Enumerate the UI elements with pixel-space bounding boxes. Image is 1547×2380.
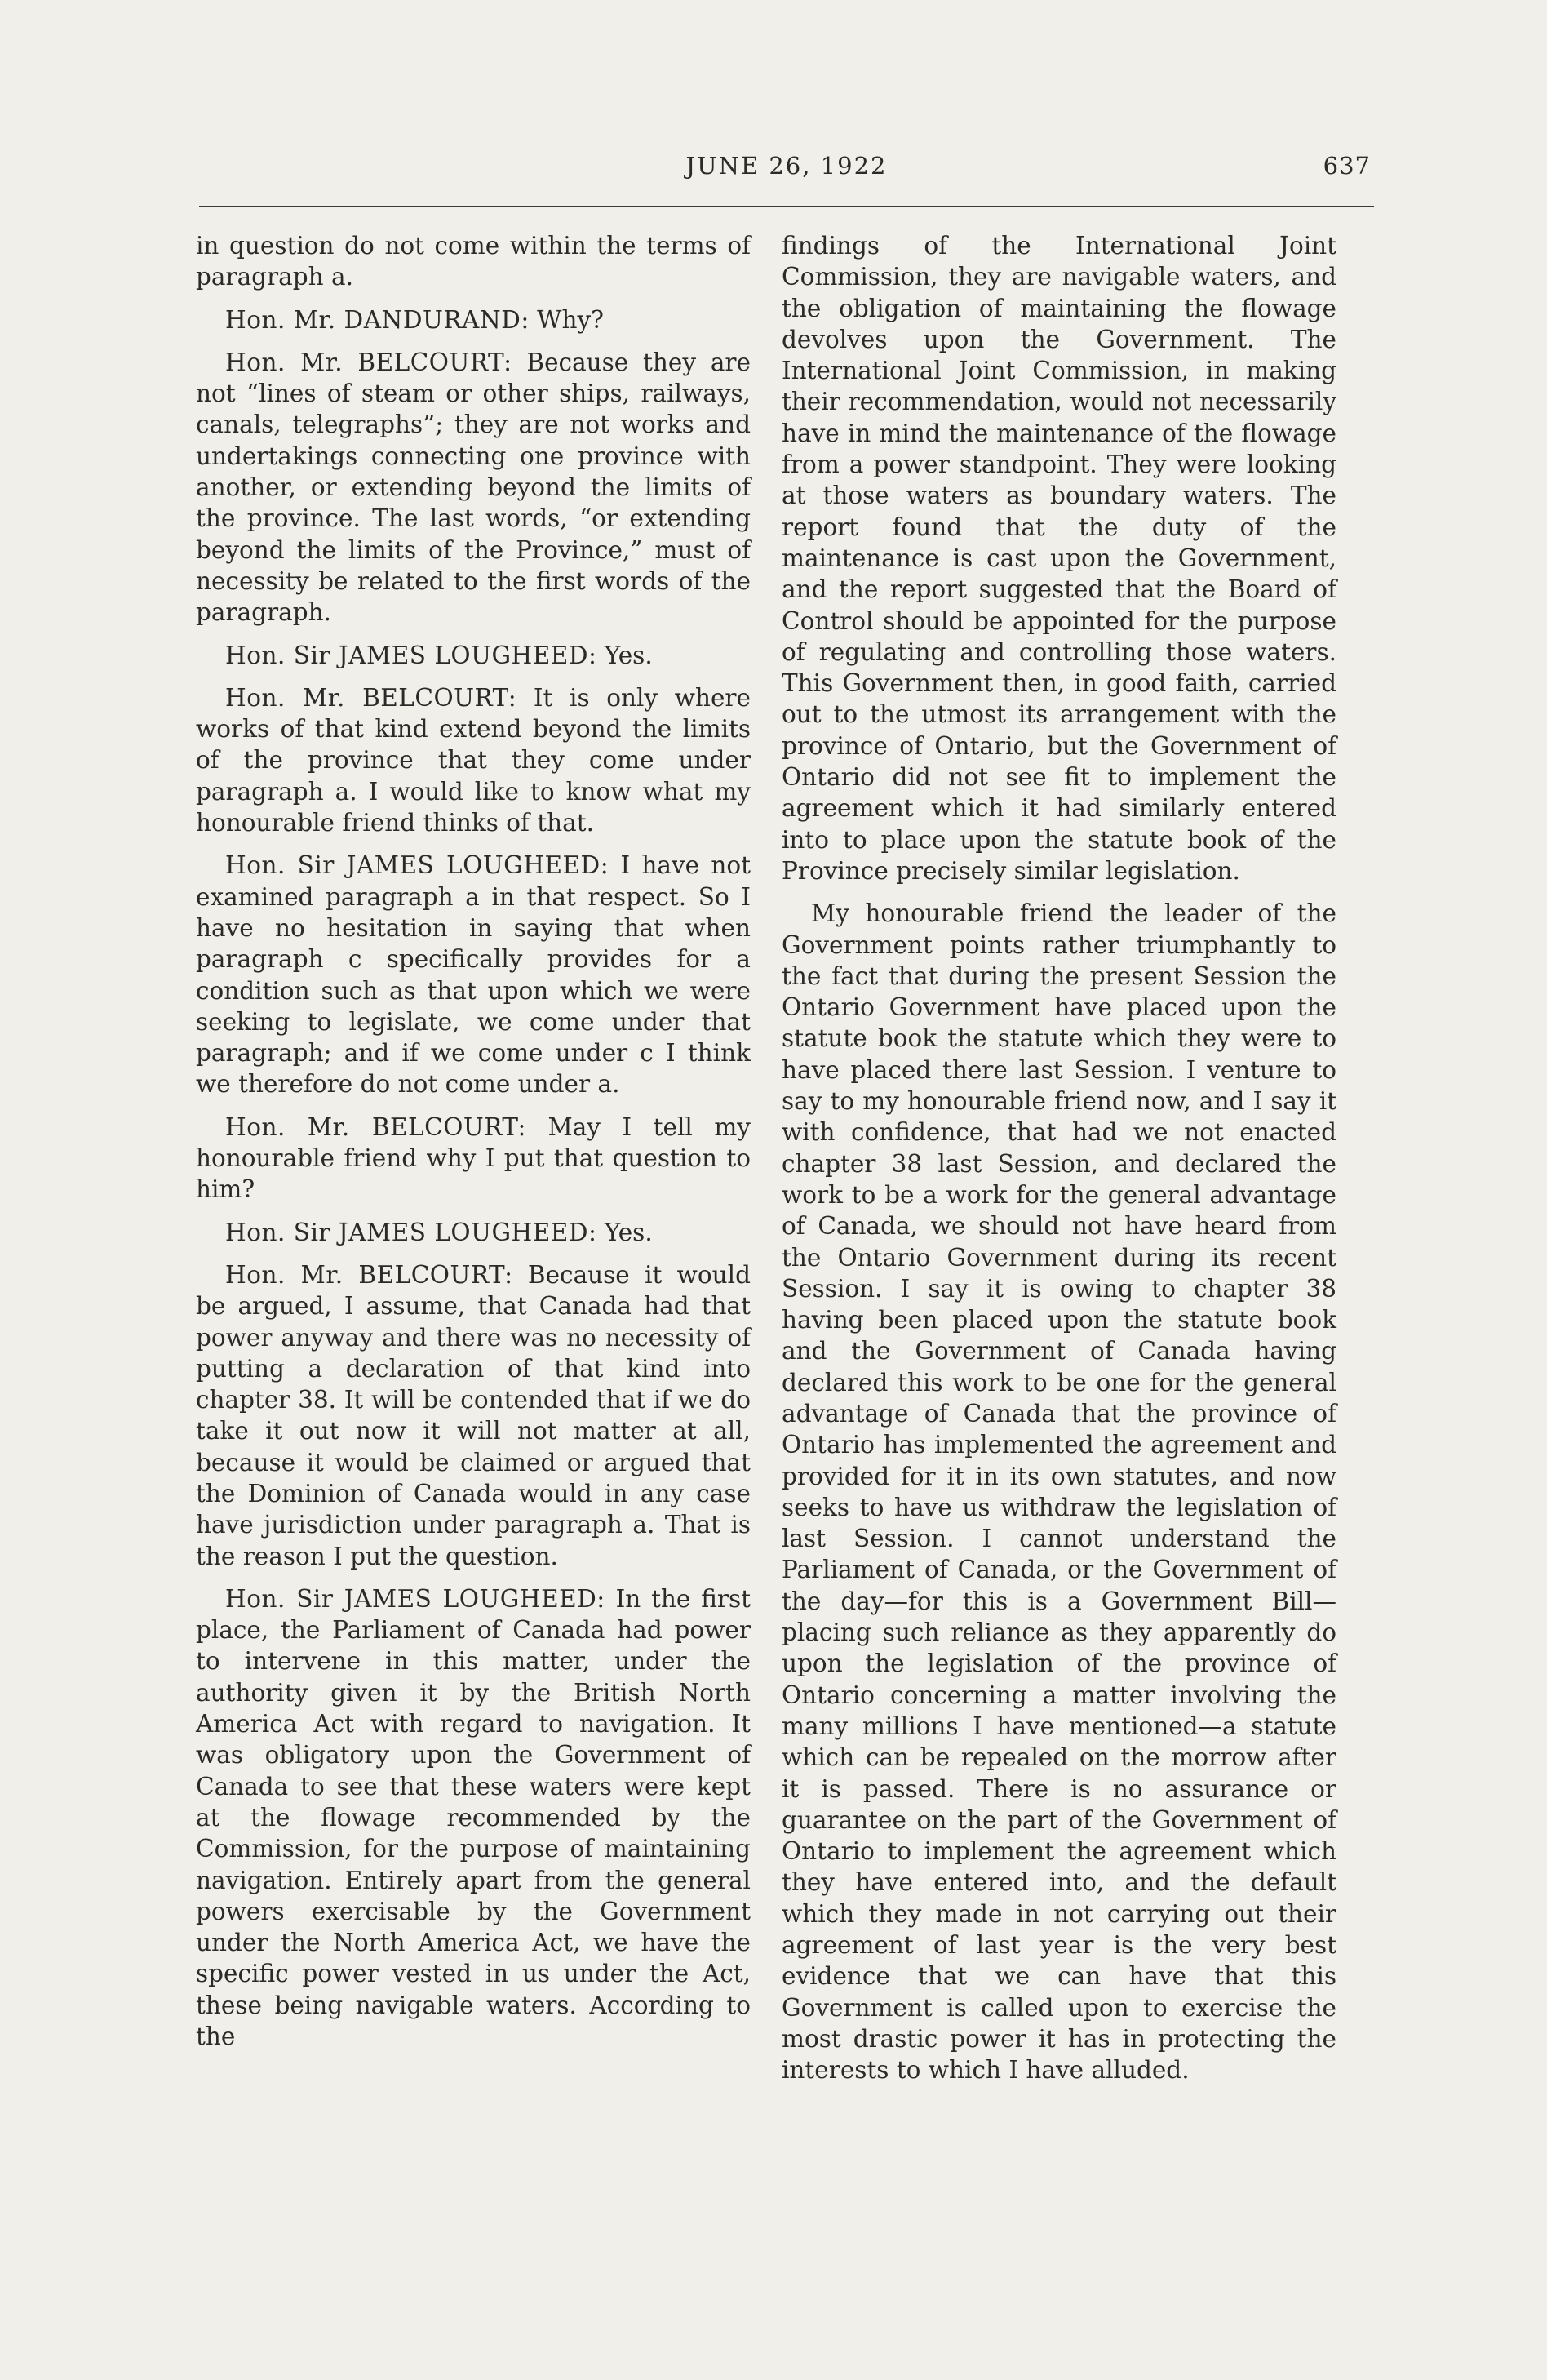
paragraph <box>782 898 1336 2085</box>
paragraph-text: May I tell my honourable friend why I put that question to him? <box>196 1112 751 1204</box>
paragraph-text: Because they are not “lines of steam or other ships, railways, canals, telegraphs”; they are not works and undertakings connecting one province with another, or extending beyond the limits of the province. The last words, “or extending beyond the limits of the Province,” must of necessity be related to the first words of the paragraph. <box>196 348 751 627</box>
paragraph <box>196 304 751 335</box>
header-rule <box>199 206 1374 207</box>
page-number: 637 <box>1323 152 1371 180</box>
paragraph-text: in question do not come within the terms of paragraph a. <box>196 232 751 291</box>
speaker-name: Hon. Mr. BELCOURT: <box>225 348 512 376</box>
paragraph-text: It is only where works of that kind extend beyond the limits of the province that they come under paragraph a. I would like to know what my honourable friend thinks of that. <box>196 683 751 837</box>
speaker-name: Hon. Mr. DANDURAND: <box>225 305 530 334</box>
speaker-name: Hon. Mr. BELCOURT: <box>225 1260 513 1289</box>
paragraph-text: Why? <box>537 305 604 334</box>
left-column <box>196 230 751 2063</box>
speaker-name: Hon. Sir JAMES LOUGHEED: <box>225 851 609 880</box>
paragraph <box>782 230 1336 886</box>
header-date: JUNE 26, 1922 <box>685 152 888 180</box>
paragraph-text: Yes. <box>604 641 653 669</box>
speaker-name: Hon. Sir JAMES LOUGHEED: <box>225 1218 597 1246</box>
paragraph-text: Yes. <box>604 1218 653 1246</box>
paragraph <box>196 850 751 1099</box>
paragraph-text: My honourable friend the leader of the Government points rather triumphantly to the fact that during the present Session the Ontario Government have placed upon the statute book the statute which they were to have placed there last Session. I venture to say to my honourable friend now, and I say it with confidence, that had we not enacted chapter 38 last Session, and declared the work to be a work for the general advantage of Canada, we should not have heard from the Ontario Government during its recent Session. I say it is owing to chapter 38 having been placed upon the statute book and the Government of Canada having declared this work to be one for the general advantage of Canada that the province of Ontario has implemented the agreement and provided for it in its own statutes, and now seeks to have us withdraw the legislation of last Session. I cannot understand the Parliament of Canada, or the Government of the day—for this is a Government Bill—placing such reliance as they apparently do upon the legislation of the province of Ontario concerning a matter involving the many millions I have mentioned—a statute which can be repealed on the morrow after it is passed. There is no assurance or guarantee on the part of the Government of Ontario to implement the agreement which they have entered into, and the default which they made in not carrying out their agreement of last year is the very best evidence that we can have that this Government is called upon to exercise the most drastic power it has in protecting the interests to which I have alluded. <box>782 899 1336 2085</box>
speaker-name: Hon. Mr. BELCOURT: <box>225 683 517 712</box>
page-header <box>199 152 1374 193</box>
paragraph-text: Because it would be argued, I assume, that Canada had that power anyway and there was no necessity of putting a declaration of that kind into chapter 38. It will be contended that if we do take it out now it will not matter at all, because it would be claimed or argued that the Dominion of Canada would in any case have jurisdiction under paragraph a. That is the reason I put the question. <box>196 1260 751 1570</box>
paragraph <box>196 1259 751 1572</box>
paragraph <box>196 230 751 293</box>
paragraph-text: findings of the International Joint Commission, they are navigable waters, and the obligation of maintaining the flowage devolves upon the Government. The International Joint Commission, in making their recommendation, would not necessarily have in mind the maintenance of the flowage from a power standpoint. They were looking at those waters as boundary waters. The report found that the duty of the maintenance is cast upon the Government, and the report suggested that the Board of Control should be appointed for the purpose of regulating and controlling those waters. This Government then, in good faith, carried out to the utmost its arrangement with the province of Ontario, but the Government of Ontario did not see fit to implement the agreement which it had similarly entered into to place upon the statute book of the Province precisely similar legislation. <box>782 232 1336 885</box>
paragraph <box>196 347 751 628</box>
paragraph <box>196 682 751 838</box>
paragraph-text: In the first place, the Parliament of Canada had power to intervene in this matter, under the authority given it by the British North America Act with regard to navigation. It was obligatory upon the Government of Canada to see that these waters were kept at the flowage recommended by the Commission, for the purpose of maintaining navigation. Entirely apart from the general powers exercisable by the Government under the North America Act, we have the specific power vested in us under the Act, these being navigable waters. According to the <box>196 1584 751 2051</box>
paragraph <box>196 640 751 671</box>
speaker-name: Hon. Sir JAMES LOUGHEED: <box>225 641 597 669</box>
speaker-name: Hon. Sir JAMES LOUGHEED: <box>225 1584 605 1613</box>
paragraph <box>196 1217 751 1248</box>
paragraph <box>196 1112 751 1206</box>
paragraph-text: I have not examined paragraph a in that respect. So I have no hesitation in saying that when paragraph c specifically provides for a condition such as that upon which we were seeking to legislate, we come under that paragraph; and if we come under c I think we therefore do not come under a. <box>196 851 751 1099</box>
speaker-name: Hon. Mr. BELCOURT: <box>225 1112 526 1141</box>
paragraph <box>196 1583 751 2052</box>
right-column <box>782 230 1336 2098</box>
